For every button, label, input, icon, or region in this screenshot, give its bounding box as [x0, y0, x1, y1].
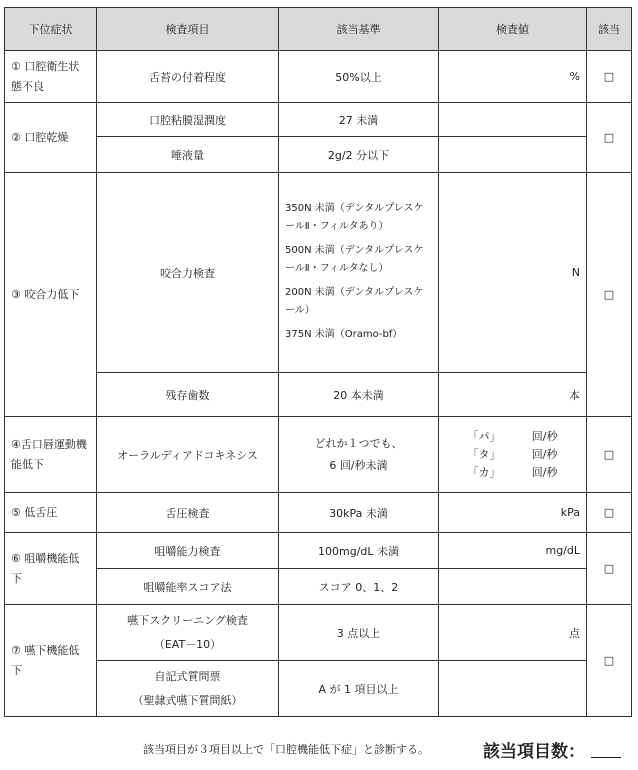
value-remaining-teeth[interactable]: [439, 373, 587, 417]
unit-newton: N: [571, 266, 580, 279]
value-questionnaire[interactable]: [439, 661, 587, 717]
table-row: [5, 103, 632, 137]
unit-mgdl: mg/dL: [545, 544, 580, 557]
criteria-bite-force: [279, 173, 439, 373]
criterion-diado-line2: 6 回/秒未満: [329, 458, 388, 472]
criterion-bite-3: 200N 未満（デンタルプレスケール）: [285, 286, 424, 316]
header-value: 検査値: [439, 8, 587, 51]
value-eat10[interactable]: [439, 605, 587, 661]
value-tongue-pressure[interactable]: [439, 493, 587, 533]
criterion-tongue-pressure: 30kPa 未満: [279, 493, 439, 533]
criterion-tongue-coating: 50%以上: [279, 51, 439, 103]
criterion-bite-4: 375N 未満（Oramo-bf）: [285, 328, 403, 340]
symptom-swallow: ⑦ 嚥下機能低下: [5, 605, 97, 717]
table-row: [5, 533, 632, 569]
item-eat10-line2: （EAT－10）: [153, 637, 222, 651]
header-item: 検査項目: [97, 8, 279, 51]
checkbox-glyph: □: [603, 448, 615, 461]
table-row: [5, 493, 632, 533]
checkbox-motor[interactable]: [587, 417, 632, 493]
criterion-diadochokinesis: [279, 417, 439, 493]
item-chewing-ability: 咀嚼能力検査: [97, 533, 279, 569]
criterion-bite-1: 350N 未満（デンタルプレスケールⅡ・フィルタあり）: [285, 202, 424, 232]
header-row: [5, 8, 632, 51]
value-chewing-ability[interactable]: [439, 533, 587, 569]
table-row: [5, 173, 632, 373]
checkbox-glyph: □: [603, 654, 615, 667]
item-bite-force: 咬合力検査: [97, 173, 279, 373]
unit-points: 点: [569, 626, 580, 640]
criterion-bite-2: 500N 未満（デンタルプレスケールⅡ・フィルタなし）: [285, 244, 424, 274]
item-eat10-line1: 嚥下スクリーニング検査: [127, 613, 248, 627]
syllable-ka-row: [468, 464, 558, 482]
symptom-motor: ④舌口唇運動機能低下: [5, 417, 97, 493]
item-eat10: [97, 605, 279, 661]
symptom-pressure: ⑤ 低舌圧: [5, 493, 97, 533]
header-applicable: 該当: [587, 8, 632, 51]
criterion-questionnaire: A が 1 項目以上: [279, 661, 439, 717]
checkbox-glyph: □: [603, 131, 615, 144]
item-questionnaire-line1: 自記式質問票: [154, 669, 221, 683]
item-mucosa-moisture: 口腔粘膜湿潤度: [97, 103, 279, 137]
item-remaining-teeth: 残存歯数: [97, 373, 279, 417]
unit-kpa: kPa: [560, 506, 580, 519]
checkbox-dryness[interactable]: [587, 103, 632, 173]
syllable-ta-unit: 回/秒: [531, 447, 558, 461]
count-input-line[interactable]: [591, 757, 621, 758]
item-tongue-pressure: 舌圧検査: [97, 493, 279, 533]
value-tongue-coating[interactable]: [439, 51, 587, 103]
checkbox-hygiene[interactable]: [587, 51, 632, 103]
syllable-ka-unit: 回/秒: [531, 465, 558, 479]
syllable-pa-unit: 回/秒: [531, 429, 558, 443]
item-tongue-coating: 舌苔の付着程度: [97, 51, 279, 103]
symptom-bite: ③ 咬合力低下: [5, 173, 97, 417]
table-row: [5, 661, 632, 717]
criterion-saliva: 2g/2 分以下: [279, 137, 439, 173]
checkbox-mastication[interactable]: [587, 533, 632, 605]
table-row: [5, 137, 632, 173]
unit-teeth: 本: [569, 388, 580, 402]
syllable-ka-label: 「カ」: [467, 465, 501, 479]
criterion-chewing-ability: 100mg/dL 未満: [279, 533, 439, 569]
count-label: 該当項目数：: [483, 742, 585, 762]
table-row: [5, 417, 632, 493]
unit-percent: %: [569, 70, 580, 83]
symptom-dryness: ② 口腔乾燥: [5, 103, 97, 173]
checkbox-glyph: □: [603, 506, 615, 519]
value-saliva[interactable]: [439, 137, 587, 173]
value-chewing-score[interactable]: [439, 569, 587, 605]
diagnosis-note: 該当項目が３項目以上で「口腔機能低下症」と診断する。: [143, 743, 429, 756]
table-row: [5, 373, 632, 417]
oral-function-table: [4, 7, 632, 717]
criterion-diado-line1: どれか１つでも、: [314, 436, 403, 450]
symptom-mastication: ⑥ 咀嚼機能低下: [5, 533, 97, 605]
value-mucosa-moisture[interactable]: [439, 103, 587, 137]
item-saliva: 唾液量: [97, 137, 279, 173]
criterion-chewing-score: スコア 0、1、2: [279, 569, 439, 605]
criterion-mucosa-moisture: 27 未満: [279, 103, 439, 137]
table-row: [5, 569, 632, 605]
table-row: [5, 605, 632, 661]
value-diadochokinesis[interactable]: [439, 417, 587, 493]
criterion-eat10: 3 点以上: [279, 605, 439, 661]
item-questionnaire: [97, 661, 279, 717]
syllable-ta-label: 「タ」: [467, 447, 501, 461]
checkbox-glyph: □: [603, 70, 615, 83]
checkbox-bite[interactable]: [587, 173, 632, 417]
checkbox-glyph: □: [603, 288, 615, 301]
syllable-pa-row: [468, 428, 558, 446]
item-diadochokinesis: オーラルディアドコキネシス: [97, 417, 279, 493]
item-questionnaire-line2: （聖隷式嚥下質問紙）: [132, 693, 243, 707]
checkbox-glyph: □: [603, 562, 615, 575]
table-row: [5, 51, 632, 103]
checkbox-pressure[interactable]: [587, 493, 632, 533]
syllable-pa-label: 「パ」: [467, 429, 501, 443]
value-bite-force[interactable]: [439, 173, 587, 373]
symptom-hygiene: ① 口腔衛生状態不良: [5, 51, 97, 103]
syllable-ta-row: [468, 446, 558, 464]
checkbox-swallow[interactable]: [587, 605, 632, 717]
header-symptom: 下位症状: [5, 8, 97, 51]
header-criterion: 該当基準: [279, 8, 439, 51]
criterion-remaining-teeth: 20 本未満: [279, 373, 439, 417]
item-chewing-score: 咀嚼能率スコア法: [97, 569, 279, 605]
